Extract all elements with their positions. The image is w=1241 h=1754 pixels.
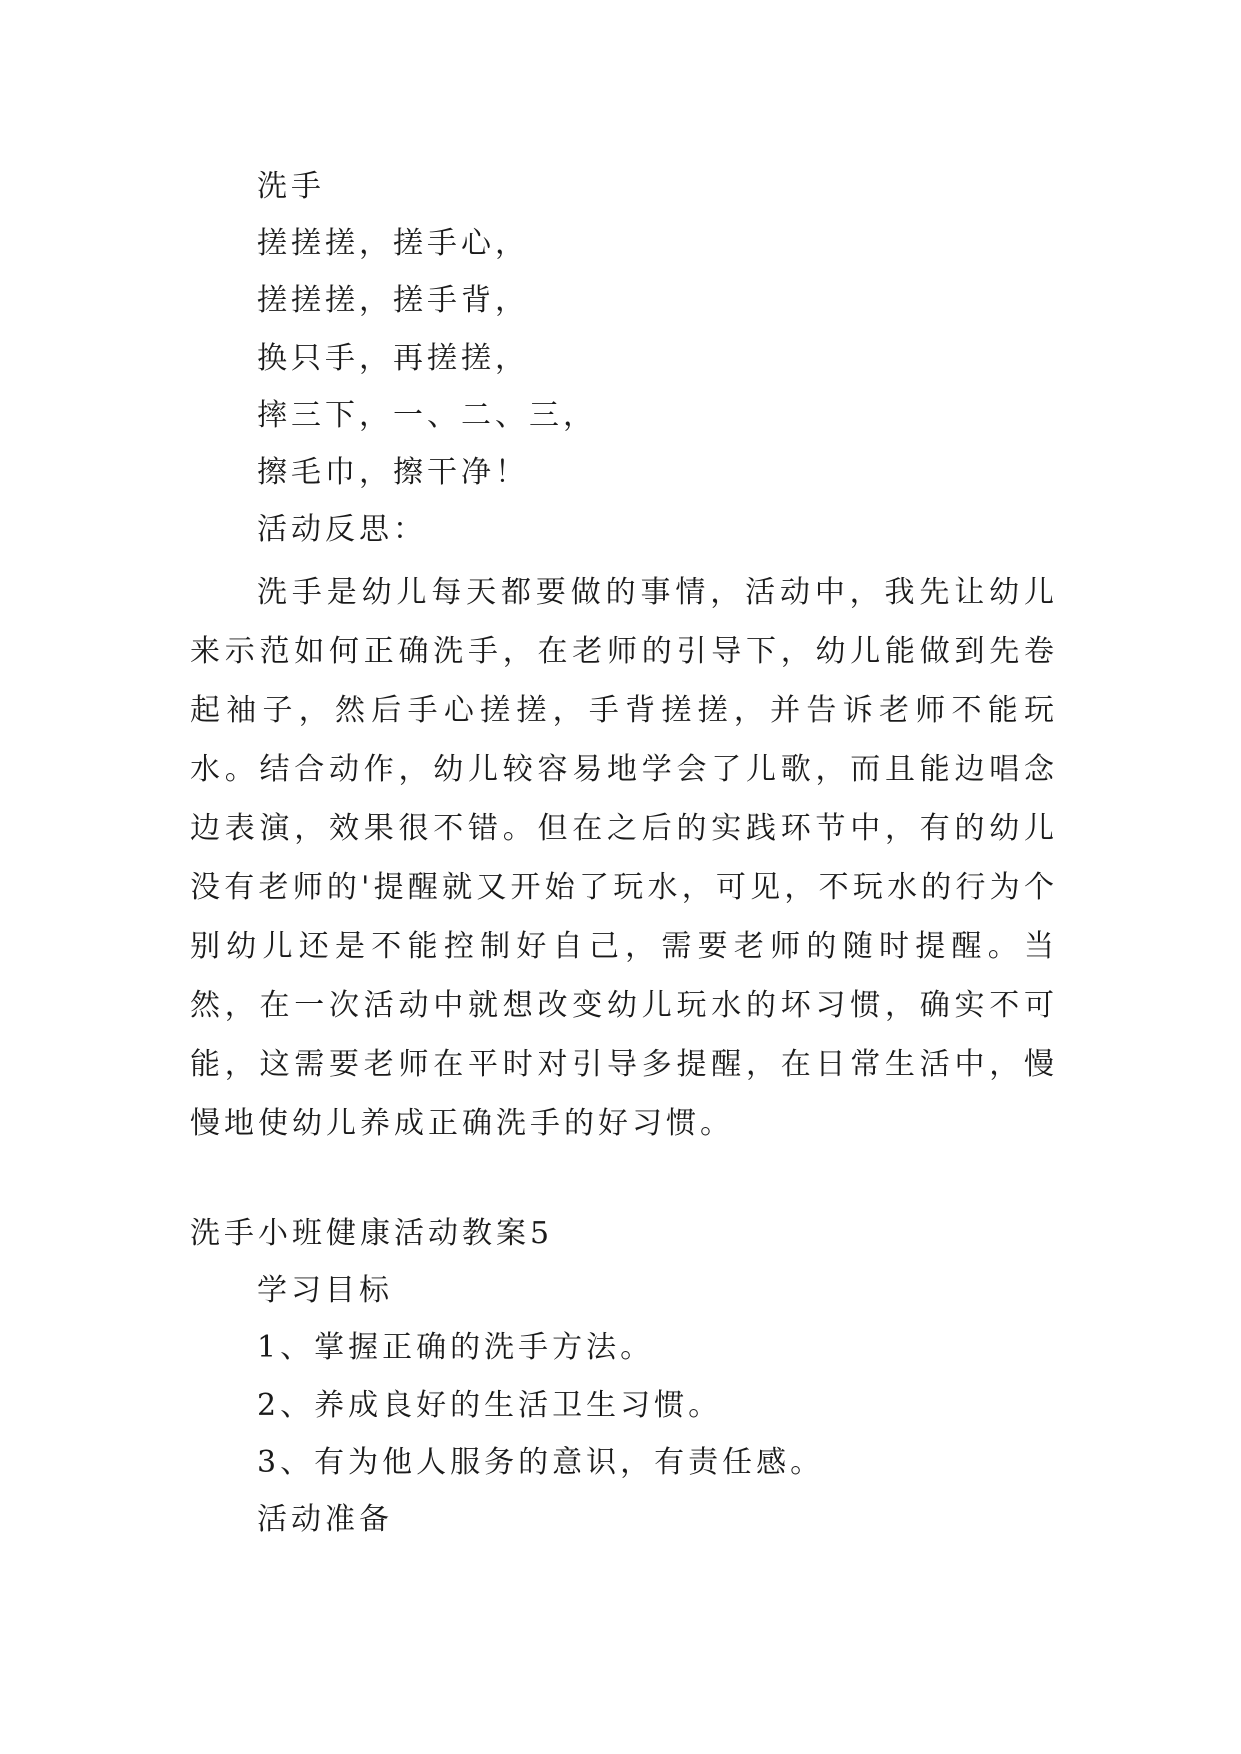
prep-heading: 活动准备 — [257, 1502, 393, 1537]
section-title: 洗手小班健康活动教案5 — [190, 1216, 554, 1251]
poem-line: 搓搓搓，搓手心， — [257, 226, 529, 261]
goal-item: 2、养成良好的生活卫生习惯。 — [257, 1388, 723, 1423]
poem-title: 洗手 — [257, 169, 325, 204]
poem-line: 换只手，再搓搓， — [257, 341, 529, 376]
goal-item: 1、掌握正确的洗手方法。 — [257, 1330, 655, 1365]
poem-line: 搓搓搓，搓手背， — [257, 283, 529, 318]
poem-line: 擦毛巾，擦干净！ — [257, 455, 529, 490]
poem-line: 摔三下，一、二、三， — [257, 398, 597, 433]
reflection-heading: 活动反思： — [257, 512, 427, 547]
goal-item: 3、有为他人服务的意识，有责任感。 — [257, 1445, 825, 1480]
reflection-paragraph: 洗手是幼儿每天都要做的事情，活动中，我先让幼儿来示范如何正确洗手，在老师的引导下，幼儿能做到先卷起袖子，然后手心搓搓，手背搓搓，并告诉老师不能玩水。结合动作，幼儿较容易地学会了儿歌，而且能边唱念边表演，效果很不错。但在之后的实践环节中，有的幼儿没有老师的'提醒就又开始了玩水，可见，不玩水的行为个别幼儿还是不能控制好自己，需要老师的随时提醒。当然，在一次活动中就想改变幼儿玩水的坏习惯，确实不可能，这需要老师在平时对引导多提醒，在日常生活中，慢慢地使幼儿养成正确洗手的好习惯。 — [190, 575, 1058, 1141]
goals-heading: 学习目标 — [257, 1273, 393, 1308]
